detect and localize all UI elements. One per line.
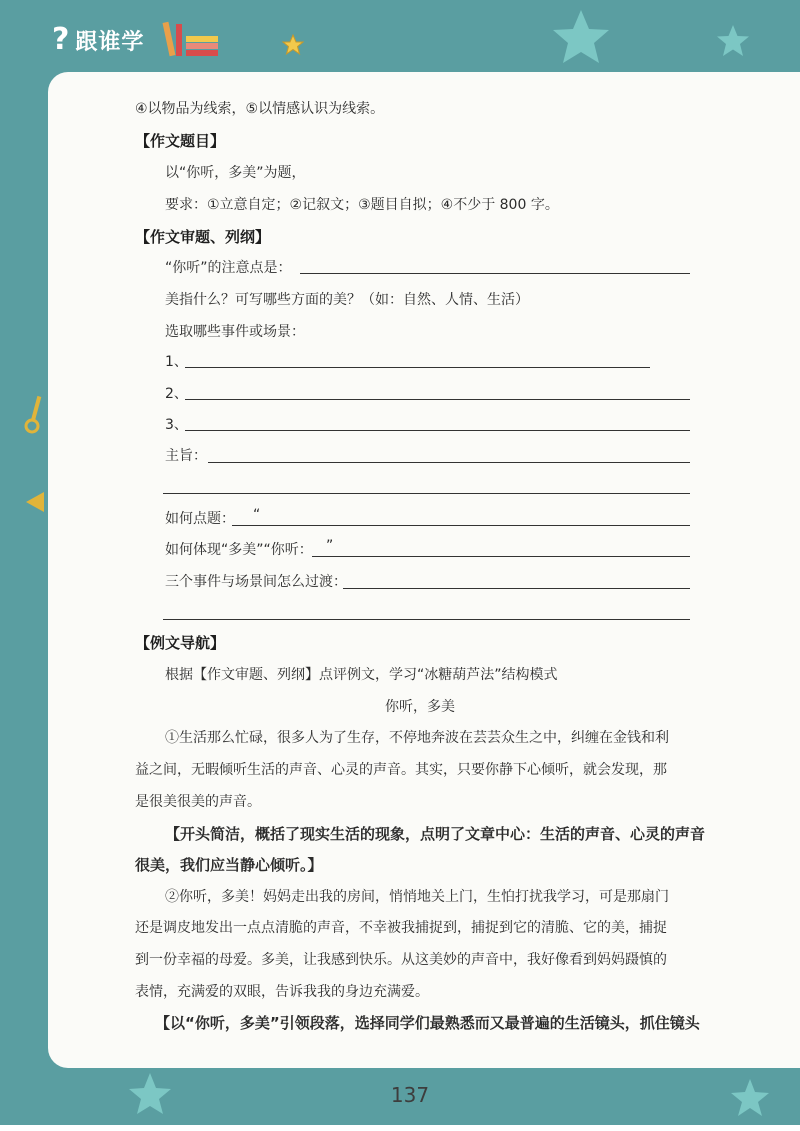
answer-line [300, 273, 690, 274]
essay-line: 到一份幸福的母爱。多美，让我感到快乐。从这美妙的声音中，我好像看到妈妈蹑慎的 [135, 952, 667, 968]
logo-text: 跟谁学 [75, 29, 145, 55]
text-line: 3、 [165, 417, 188, 433]
answer-line [185, 430, 690, 431]
essay-line: ②你听，多美！妈妈走出我的房间，悄悄地关上门，生怕打扰我学习，可是那扇门 [165, 889, 669, 905]
page-number: 137 [390, 1083, 430, 1107]
text-line: 如何点题： [165, 511, 235, 527]
text-mark: “ [253, 507, 261, 523]
essay-line: 还是调皮地发出一点点清脆的声音，不幸被我捕捉到，捕捉到它的清脆、它的美，捕捉 [135, 920, 667, 936]
essay-line: ①生活那么忙碌，很多人为了生存，不停地奔波在芸芸众生之中，纠缠在金钱和利 [165, 730, 669, 746]
text-line: 如何体现“多美”“你听： [165, 542, 313, 558]
answer-line [163, 493, 690, 494]
star-icon [128, 1072, 172, 1116]
answer-line [208, 462, 690, 463]
essay-line: 是很美很美的声音。 [135, 794, 261, 810]
text-line: 主旨： [165, 448, 207, 464]
text-line: 三个事件与场景间怎么过渡： [165, 574, 347, 590]
text-line: ④以物品为线索，⑤以情感认识为线索。 [135, 101, 385, 117]
text-line: “你听”的注意点是： [165, 260, 292, 276]
comment-line: 【以“你听，多美”引领段落，选择同学们最熟悉而又最普遍的生活镜头，抓住镜头 [155, 1014, 700, 1032]
essay-title: 你听，多美 [385, 699, 455, 715]
text-line: 2、 [165, 386, 188, 402]
star-icon [730, 1078, 770, 1118]
essay-line: 表情，充满爱的双眼，告诉我我的身边充满爱。 [135, 984, 429, 1000]
section-heading: 【作文审题、列纲】 [135, 228, 271, 246]
section-heading: 【例文导航】 [135, 634, 226, 652]
essay-line: 益之间，无暇倾听生活的声音、心灵的声音。其实，只要你静下心倾听，就会发现，那 [135, 762, 667, 778]
small-star-icon [282, 34, 304, 56]
books-icon [162, 16, 222, 60]
comment-line: 【开头简洁，概括了现实生活的现象，点明了文章中心：生活的声音、心灵的声音 [165, 825, 706, 843]
text-line: 选取哪些事件或场景： [165, 324, 305, 340]
triangle-icon [24, 490, 48, 514]
star-icon [552, 8, 610, 66]
answer-line [185, 367, 650, 368]
answer-line [185, 399, 690, 400]
logo-question-mark: ? [52, 22, 70, 57]
brand-logo [52, 22, 144, 58]
section-heading: 【作文题目】 [135, 132, 226, 150]
text-line: 根据【作文审题、列纲】点评例文，学习“冰糖葫芦法”结构模式 [165, 667, 558, 683]
answer-line [163, 619, 690, 620]
text-line: 美指什么？可写哪些方面的美？（如：自然、人情、生活） [165, 292, 529, 308]
answer-line [343, 588, 690, 589]
text-line: 要求：①立意自定；②记叙文；③题目自拟；④不少于 800 字。 [165, 197, 559, 213]
key-icon [22, 392, 48, 436]
text-line: 以“你听，多美”为题， [165, 165, 306, 181]
text-line: 1、 [165, 354, 188, 370]
text-mark: ” [326, 538, 334, 554]
star-icon [716, 24, 750, 58]
comment-line: 很美，我们应当静心倾听。】 [135, 856, 323, 874]
answer-line [232, 525, 690, 526]
answer-line [312, 556, 690, 557]
